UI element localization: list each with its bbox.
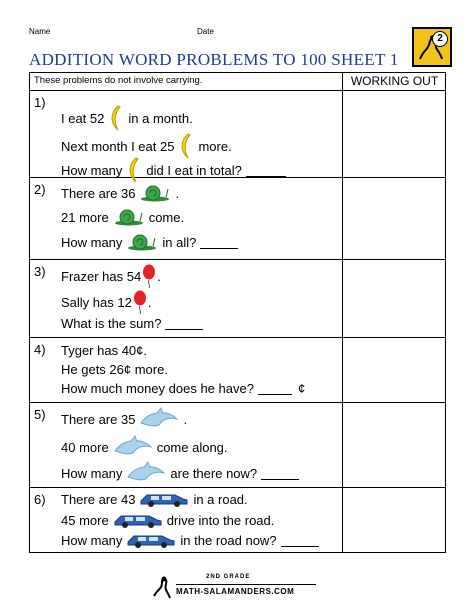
problem-text: . xyxy=(175,185,180,201)
salamander-logo xyxy=(412,27,452,67)
problem-text: Tyger has 40¢. xyxy=(61,343,147,358)
problem-text: 40 more xyxy=(61,439,109,455)
problem-text: . xyxy=(183,411,188,427)
problem-row-2 xyxy=(30,178,445,260)
problem-text: How much money does he have? xyxy=(61,381,254,396)
balloon-icon xyxy=(133,290,147,314)
answer-blank[interactable] xyxy=(258,382,292,395)
problem-text: did I eat in total? xyxy=(146,162,242,178)
problem-line xyxy=(61,381,305,396)
problem-text: in the road now? xyxy=(180,532,277,548)
footer-branding xyxy=(150,572,320,602)
dolphin-icon xyxy=(126,461,166,485)
dolphin-icon xyxy=(139,407,179,431)
snail-icon xyxy=(113,208,145,226)
problem-line xyxy=(61,362,168,377)
problem-text: more. xyxy=(198,138,232,154)
problem-number: 3) xyxy=(34,264,46,279)
problem-line xyxy=(61,316,203,331)
banana-icon xyxy=(108,105,124,131)
problem-text: There are 35 xyxy=(61,411,136,427)
name-label: Name xyxy=(29,27,51,36)
dolphin-icon xyxy=(113,435,153,459)
problem-row-6 xyxy=(30,488,445,554)
problem-number: 2) xyxy=(34,182,46,197)
problem-text: 45 more xyxy=(61,512,109,528)
banana-icon xyxy=(178,133,194,159)
problem-text: I eat 52 xyxy=(61,110,105,126)
problem-line xyxy=(61,264,161,288)
date-label: Date xyxy=(197,27,214,36)
problem-text: How many xyxy=(61,465,123,481)
problem-text: There are 43 xyxy=(61,491,136,507)
problem-text: . xyxy=(157,268,161,284)
page-title: ADDITION WORD PROBLEMS TO 100 SHEET 1 xyxy=(29,50,399,69)
problem-line xyxy=(61,290,151,314)
problem-text: Sally has 12 xyxy=(61,294,132,310)
problem-line xyxy=(61,512,274,528)
problem-text: are there now? xyxy=(170,465,258,481)
snail-icon xyxy=(126,233,158,251)
working-out-header: WORKING OUT xyxy=(350,74,439,88)
footer-grade: 2ND GRADE xyxy=(206,574,251,580)
problem-text: How many xyxy=(61,532,123,548)
problem-number: 5) xyxy=(34,407,46,422)
problem-number: 1) xyxy=(34,95,46,110)
answer-blank[interactable] xyxy=(246,164,286,177)
problem-row-1 xyxy=(30,91,445,178)
problem-line xyxy=(61,532,319,548)
salamander-icon xyxy=(150,574,174,600)
problem-row-4 xyxy=(30,338,445,403)
problem-line xyxy=(61,208,184,226)
problem-text: in all? xyxy=(162,234,197,250)
problem-text: in a month. xyxy=(128,110,193,126)
answer-blank[interactable] xyxy=(261,467,299,480)
problem-line xyxy=(61,184,179,202)
instructions-note: These problems do not involve carrying. xyxy=(34,75,203,86)
problem-table xyxy=(29,72,446,553)
answer-blank[interactable] xyxy=(281,534,319,547)
footer-brand: MATH-SALAMANDERS.COM xyxy=(176,587,295,596)
problem-number: 4) xyxy=(34,342,46,357)
problem-row-5 xyxy=(30,403,445,488)
problem-row-3 xyxy=(30,260,445,338)
problem-text: come. xyxy=(148,209,185,225)
problem-line xyxy=(61,343,147,358)
problem-line xyxy=(61,233,238,251)
problem-line xyxy=(61,407,187,431)
answer-blank[interactable] xyxy=(165,317,203,330)
grade-number: 2 xyxy=(432,31,448,47)
problem-text: How many xyxy=(61,162,123,178)
problem-line xyxy=(61,105,193,131)
problem-text: come along. xyxy=(156,439,228,455)
problem-text: drive into the road. xyxy=(166,512,275,528)
table-header xyxy=(30,73,445,91)
problem-text: . xyxy=(147,294,152,310)
problem-line xyxy=(61,133,232,159)
problem-text: There are 36 xyxy=(61,185,136,201)
problem-text: He gets 26¢ more. xyxy=(61,362,168,377)
problem-number: 6) xyxy=(34,492,46,507)
problem-text: Frazer has 54 xyxy=(61,268,142,284)
problem-line xyxy=(61,491,248,507)
problem-text: How many xyxy=(61,234,123,250)
car-icon xyxy=(139,491,189,507)
answer-blank[interactable] xyxy=(200,236,238,249)
problem-line xyxy=(61,435,228,459)
balloon-icon xyxy=(142,264,156,288)
problem-text: in a road. xyxy=(193,491,248,507)
problem-text: What is the sum? xyxy=(61,316,162,331)
snail-icon xyxy=(139,184,171,202)
problem-text: 21 more xyxy=(61,209,109,225)
cent-sign: ¢ xyxy=(297,381,306,396)
problem-line xyxy=(61,461,299,485)
problem-text: Next month I eat 25 xyxy=(61,138,175,154)
car-icon xyxy=(113,512,163,528)
car-icon xyxy=(126,532,176,548)
